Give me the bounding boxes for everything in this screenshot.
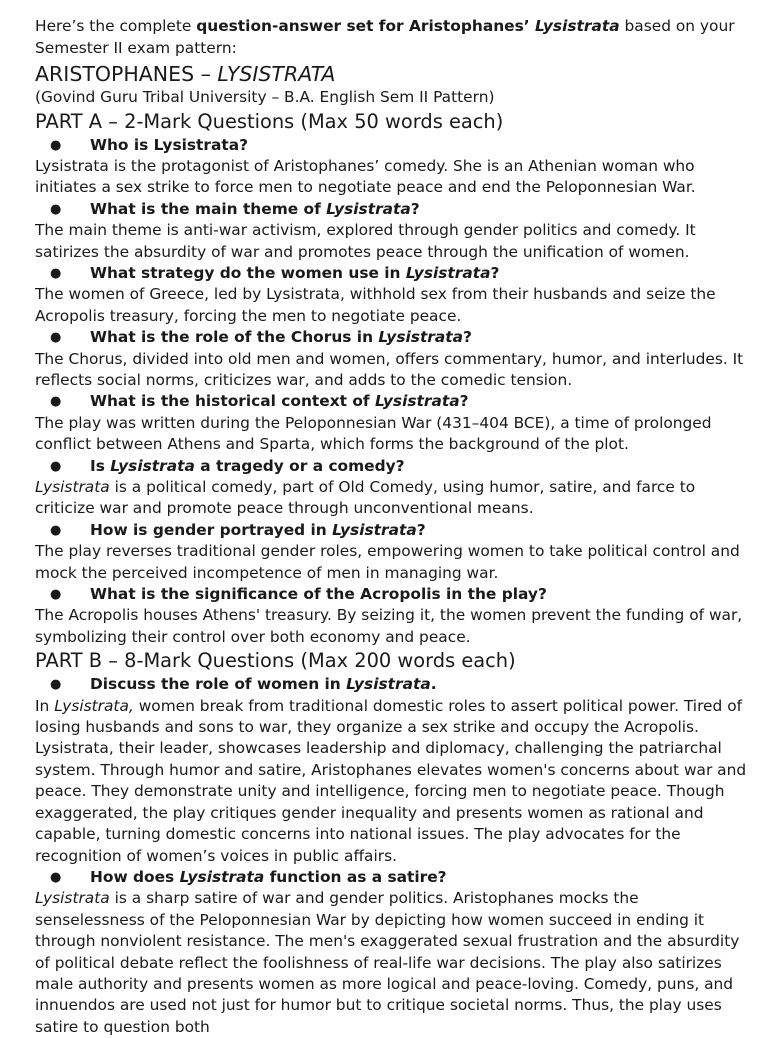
part-a-heading: PART A – 2-Mark Questions (Max 50 words each) [35, 109, 504, 133]
qa-item [35, 327, 748, 391]
question: ● What strategy do the women use in Lysistrata? [35, 263, 748, 284]
bullet-icon: ● [50, 522, 62, 538]
document-title: ARISTOPHANES – LYSISTRATA [35, 62, 336, 86]
part-b-heading: PART B – 8-Mark Questions (Max 200 words each) [35, 649, 516, 673]
qa-item [35, 867, 748, 1038]
bullet-icon: ● [50, 330, 62, 346]
question: ● How is gender portrayed in Lysistrata? [35, 520, 748, 541]
qa-item [35, 391, 748, 455]
qa-item [35, 199, 748, 263]
bullet-icon: ● [50, 201, 62, 217]
question: ● Is Lysistrata a tragedy or a comedy? [35, 456, 748, 477]
intro-bold-italic: Lysistrata [535, 17, 620, 35]
bullet-icon: ● [50, 458, 62, 474]
intro-suffix: based on your Semester II exam pattern: [35, 17, 735, 57]
qa-item [35, 263, 748, 327]
document-subtitle: (Govind Guru Tribal University – B.A. English Sem II Pattern) [35, 88, 495, 106]
bullet-icon: ● [50, 137, 62, 153]
question: ● Discuss the role of women in Lysistrata. [35, 674, 748, 695]
qa-item [35, 584, 748, 648]
question: ● What is the main theme of Lysistrata? [35, 199, 748, 220]
answer: The Chorus, divided into old men and women, offers commentary, humor, and interludes. It reflects social norms, criticizes war, and adds to the comedic tension. [35, 349, 744, 389]
qa-item [35, 135, 748, 199]
answer: Lysistrata is the protagonist of Aristophanes’ comedy. She is an Athenian woman who initiates a sex strike to force men to negotiate peace and end the Peloponnesian War. [35, 156, 696, 197]
qa-item [35, 456, 748, 520]
bullet-icon: ● [50, 677, 62, 693]
question: ● What is the role of the Chorus in Lysistrata? [35, 327, 748, 348]
answer: The Acropolis houses Athens' treasury. By seizing it, the women prevent the funding of war, symbolizing their control over both economy and peace. [35, 606, 743, 646]
qa-item [35, 674, 748, 867]
answer: Lysistrata is a political comedy, part of Old Comedy, using humor, satire, and farce to criticize war and promote peace through unconventional means. [35, 478, 696, 518]
answer: The play was written during the Peloponnesian War (431–404 BCE), a time of prolonged conflict between Athens and Sparta, which forms the background of the plot. [35, 413, 712, 454]
intro-text [35, 16, 748, 59]
question: ● What is the significance of the Acropolis in the play? [35, 584, 748, 605]
question: ● Who is Lysistrata? [35, 135, 748, 156]
question: ● How does Lysistrata function as a satire? [35, 867, 748, 888]
answer: The play reverses traditional gender roles, empowering women to take political control and mock the perceived incompetence of men in managing war. [35, 542, 740, 582]
part-a-questions [35, 135, 748, 649]
question: ● What is the historical context of Lysistrata? [35, 391, 748, 412]
part-b-questions [35, 674, 748, 1038]
intro-prefix: Here’s the complete [35, 17, 197, 35]
answer: In Lysistrata, women break from traditional domestic roles to assert political power. Tired of losing husbands and sons to war, they organize a sex strike and occupy the Acropolis. Lysistrata, their leader, showcases leadership and diplomacy, challenging the patriarchal system. Through humor and satire, Aristophanes elevates women's concerns about war and peace. They demonstrate unity and intelligence, forcing men to negotiate peace. Though exaggerated, the play critiques gender inequality and presents women as rational and capable, turning domestic concerns into national issues. The play advocates for the recognition of women’s voices in public affairs. [35, 696, 747, 865]
bullet-icon: ● [50, 265, 62, 281]
intro-bold: question-answer set for Aristophanes’ [196, 17, 535, 35]
answer: The women of Greece, led by Lysistrata, withhold sex from their husbands and seize the Acropolis treasury, forcing the men to negotiate peace. [35, 285, 716, 325]
bullet-icon: ● [50, 869, 62, 885]
bullet-icon: ● [50, 394, 62, 410]
answer: The main theme is anti-war activism, explored through gender politics and comedy. It satirizes the absurdity of war and promotes peace through the unification of women. [35, 221, 696, 261]
qa-item [35, 520, 748, 584]
answer: Lysistrata is a sharp satire of war and gender politics. Aristophanes mocks the senselessness of the Peloponnesian War by depicting how women succeed in ending it through nonviolent resistance. The men's exaggerated sexual frustration and the absurdity of political debate reflect the foolishness of real-life war decisions. The play also satirizes male authority and presents women as more logical and peace-loving. Comedy, puns, and innuendos are used not just for humor but to critique societal norms. Thus, the play uses satire to question both [35, 889, 740, 1036]
bullet-icon: ● [50, 587, 62, 603]
